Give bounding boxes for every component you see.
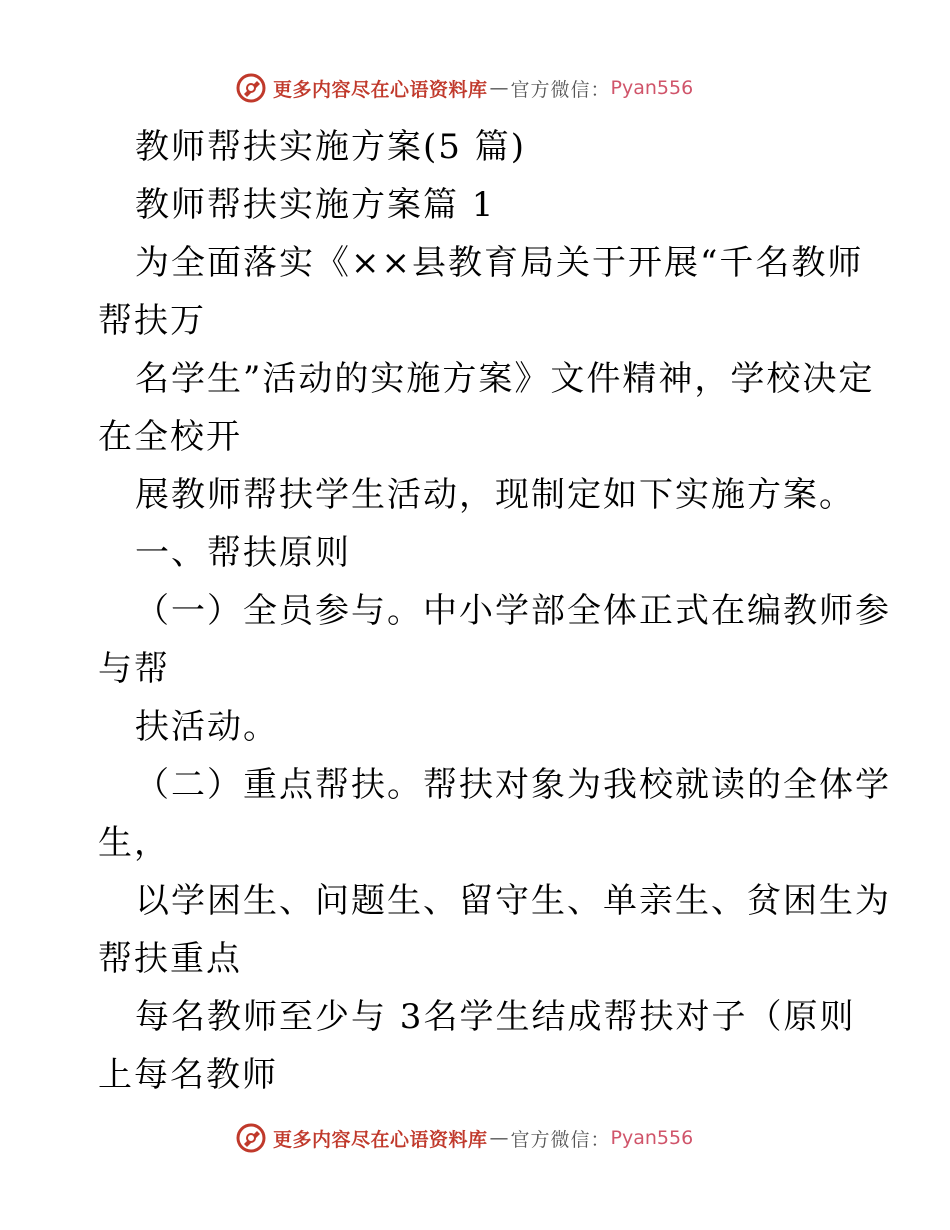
watermark-id: Pyan556 (610, 1127, 694, 1149)
watermark-label: 官方微信： (510, 1128, 611, 1151)
watermark-separator: — (489, 77, 509, 99)
watermark-label: 官方微信： (510, 78, 611, 101)
watermark-separator: — (489, 1127, 509, 1149)
text-line: 教师帮扶实施方案(5 篇) (135, 127, 526, 167)
text-line: 名学生”活动的实施方案》文件精神，学校决定 (135, 359, 875, 399)
text-line: 教师帮扶实施方案篇 1 (135, 185, 496, 225)
text-line: 帮扶万 (98, 301, 206, 341)
watermark-site-text: 更多内容尽在心语资料库 (273, 1128, 488, 1151)
text-line: 帮扶重点 (98, 939, 242, 979)
text-line: 展教师帮扶学生活动，现制定如下实施方案。 (135, 475, 855, 515)
text-line: 扶活动。 (135, 707, 279, 747)
text-line: 为全面落实《××县教育局关于开展“千名教师 (135, 243, 864, 283)
footer-watermark (235, 1122, 693, 1154)
text-line: （二）重点帮扶。帮扶对象为我校就读的全体学 (135, 765, 891, 805)
header-watermark (235, 72, 693, 104)
text-line: 上每名教师 (98, 1055, 278, 1095)
document-body (98, 118, 891, 1104)
text-line: 一、帮扶原则 (135, 533, 351, 573)
text-line: 与帮 (98, 649, 170, 689)
watermark-id: Pyan556 (610, 77, 694, 99)
text-line: 在全校开 (98, 417, 242, 457)
text-line: （一）全员参与。中小学部全体正式在编教师参 (135, 591, 891, 631)
text-line: 每名教师至少与 3名学生结成帮扶对子（原则 (135, 997, 856, 1037)
logo-icon (235, 1122, 267, 1154)
text-line: 以学困生、问题生、留守生、单亲生、贫困生为 (135, 881, 891, 921)
text-line: 生， (98, 823, 170, 863)
logo-icon (235, 72, 267, 104)
watermark-site-text: 更多内容尽在心语资料库 (273, 78, 488, 101)
